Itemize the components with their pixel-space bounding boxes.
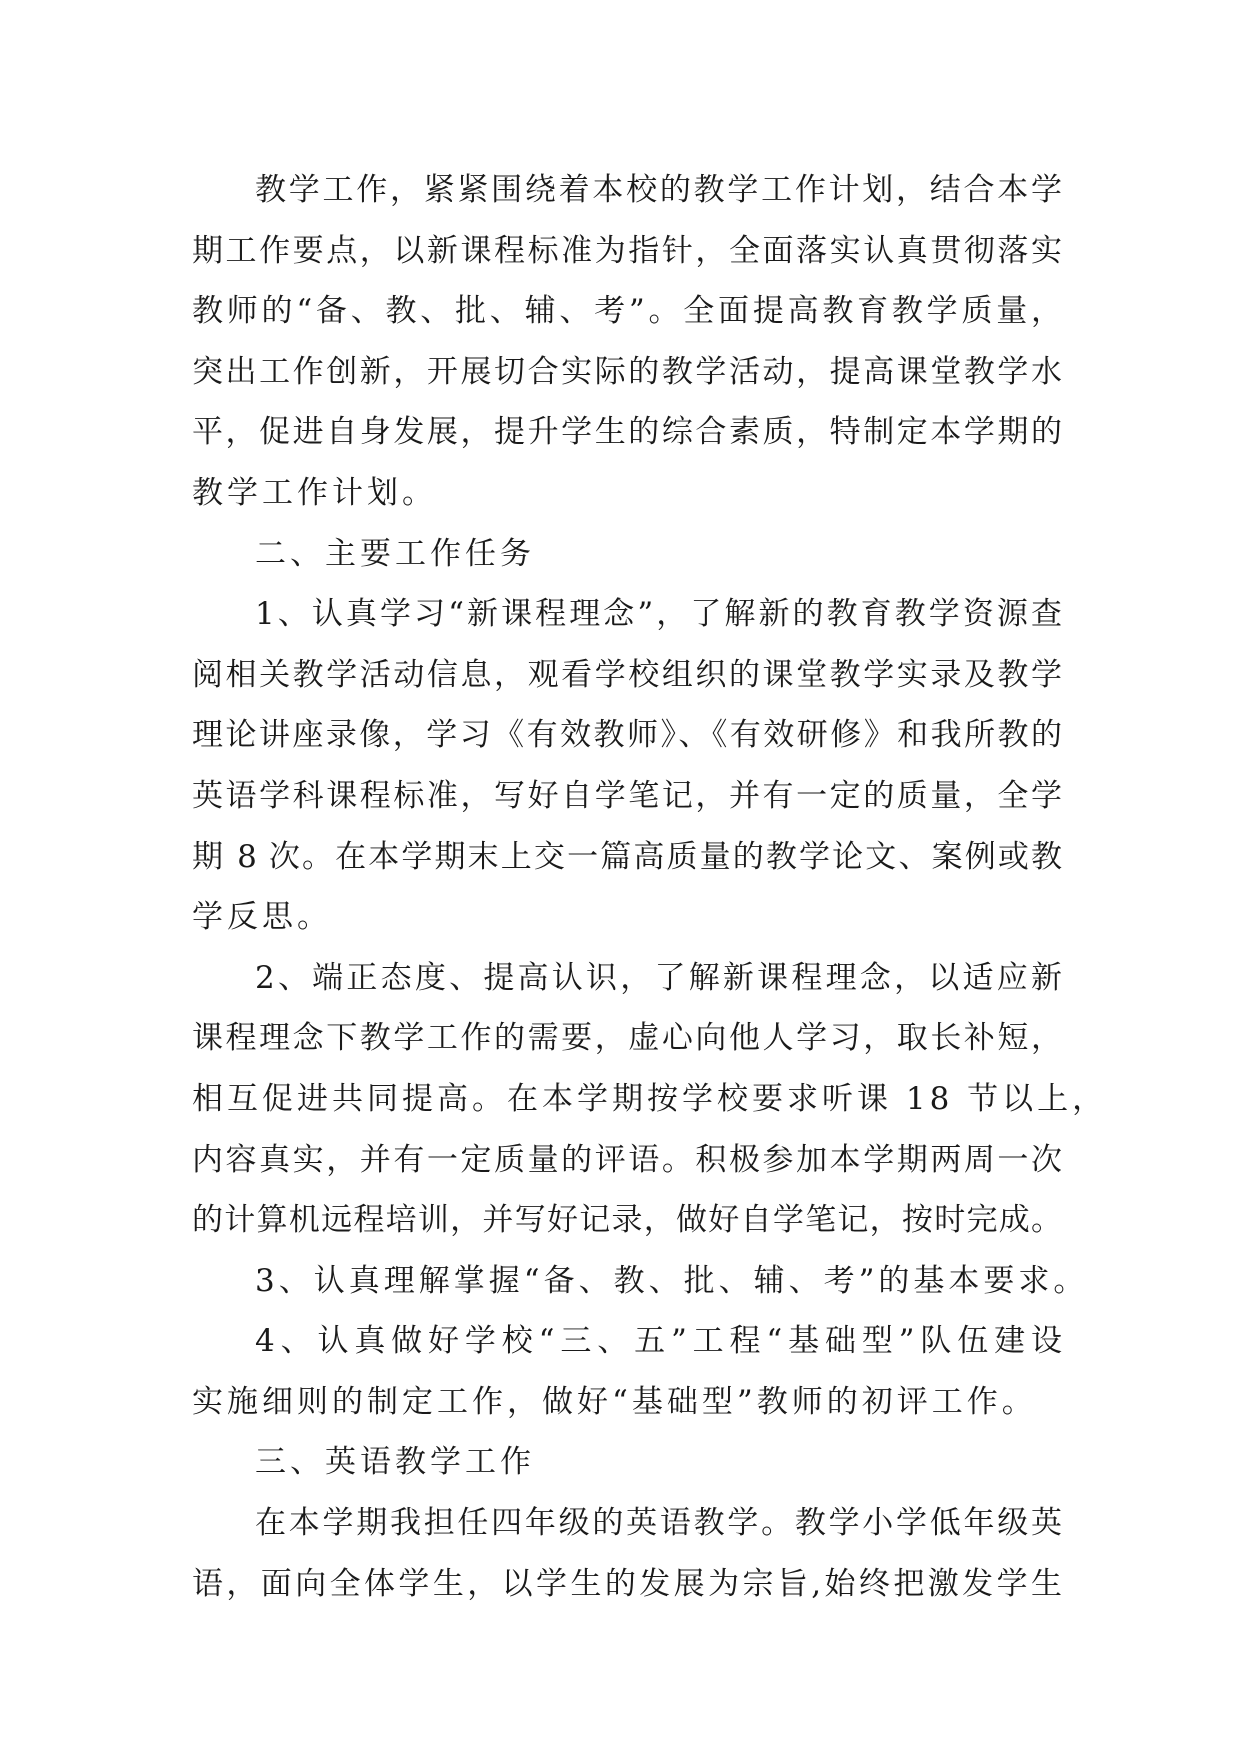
paragraph-line: 期工作要点，以新课程标准为指针，全面落实认真贯彻落实 [192,232,1062,269]
paragraph-line: 学反思。 [192,899,332,936]
paragraph-line: 平，促进自身发展，提升学生的综合素质，特制定本学期的 [192,414,1062,451]
paragraph-line: 教学工作计划。 [192,474,437,511]
paragraph-line: 阅相关教学活动信息，观看学校组织的课堂教学实录及教学 [192,656,1062,693]
paragraph-line: 4、认真做好学校“三、五”工程“基础型”队伍建设 [255,1323,1062,1360]
paragraph-line: 教师的“备、教、批、辅、考”。全面提高教育教学质量， [192,293,1062,330]
paragraph-line: 英语学科课程标准，写好自学笔记，并有一定的质量，全学 [192,777,1062,814]
paragraph-line: 的计算机远程培训，并写好记录，做好自学笔记，按时完成。 [192,1202,1062,1239]
paragraph-line: 2、端正态度、提高认识，了解新课程理念，以适应新 [255,959,1062,996]
paragraph-line: 3、认真理解掌握“备、教、批、辅、考”的基本要求。 [255,1262,1089,1299]
section-heading: 三、英语教学工作 [255,1444,535,1481]
paragraph-line: 内容真实，并有一定质量的评语。积极参加本学期两周一次 [192,1141,1062,1178]
paragraph-line: 教学工作，紧紧围绕着本校的教学工作计划，结合本学 [255,172,1062,208]
section-heading: 二、主要工作任务 [255,535,535,572]
paragraph-line: 实施细则的制定工作，做好“基础型”教师的初评工作。 [192,1383,1037,1420]
paragraph-line: 相互促进共同提高。在本学期按学校要求听课 18 节以上， [192,1080,1108,1117]
paragraph-line: 在本学期我担任四年级的英语教学。教学小学低年级英 [255,1505,1062,1542]
paragraph-line: 理论讲座录像，学习《有效教师》、《有效研修》和我所教的 [192,717,1062,754]
document-body [192,160,1108,1614]
paragraph-line: 语，面向全体学生，以学生的发展为宗旨,始终把激发学生 [192,1565,1062,1602]
paragraph-line: 课程理念下教学工作的需要，虚心向他人学习，取长补短， [192,1020,1062,1057]
paragraph-line: 期 8 次。在本学期末上交一篇高质量的教学论文、案例或教 [192,838,1062,875]
paragraph-line: 突出工作创新，开展切合实际的教学活动，提高课堂教学水 [192,353,1062,390]
paragraph-line: 1、认真学习“新课程理念”，了解新的教育教学资源查 [255,596,1062,633]
